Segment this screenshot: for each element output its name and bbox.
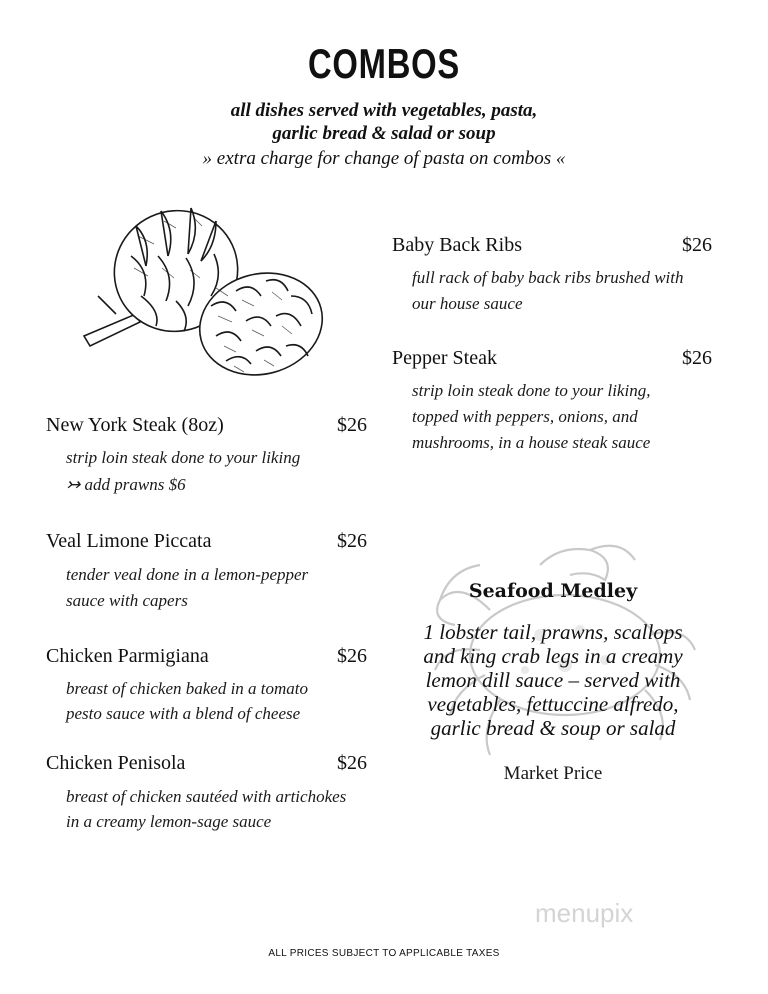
item-pepper-steak-desc-3: mushrooms, in a house steak sauce	[412, 433, 651, 452]
item-new-york-steak-name: New York Steak (8oz)	[46, 414, 224, 436]
item-chicken-penisola-desc-1: breast of chicken sautéed with artichokes	[66, 787, 347, 806]
seafood-medley-title: Seafood Medley	[468, 580, 638, 602]
item-veal-limone-desc-1: tender veal done in a lemon-pepper	[66, 565, 309, 584]
item-pepper-steak-desc-2: topped with peppers, onions, and	[412, 407, 638, 426]
seafood-medley-desc-2: and king crab legs in a creamy	[423, 644, 683, 668]
item-veal-limone-price: $26	[337, 530, 367, 552]
seafood-medley-desc-3: lemon dill sauce – served with	[425, 668, 681, 692]
item-new-york-steak-desc-2: ↣ add prawns $6	[66, 475, 186, 494]
item-chicken-penisola-desc-2: in a creamy lemon-sage sauce	[66, 812, 272, 831]
seafood-medley-desc-4: vegetables, fettuccine alfredo,	[427, 692, 679, 716]
item-chicken-parmigiana-name: Chicken Parmigiana	[46, 645, 209, 667]
watermark-logo: menupix	[535, 898, 634, 928]
seafood-medley-price: Market Price	[503, 763, 603, 784]
item-veal-limone-desc-2: sauce with capers	[66, 591, 188, 610]
item-chicken-parmigiana-desc-1: breast of chicken baked in a tomato	[66, 679, 309, 698]
item-pepper-steak-desc-1: strip loin steak done to your liking,	[412, 381, 651, 400]
item-chicken-penisola-price: $26	[337, 752, 367, 774]
seafood-medley-desc-5: garlic bread & soup or salad	[430, 716, 676, 740]
item-new-york-steak-price: $26	[337, 414, 367, 436]
pasta-note: » extra charge for change of pasta on combos «	[202, 148, 566, 169]
item-baby-back-ribs-name: Baby Back Ribs	[392, 234, 522, 256]
item-chicken-parmigiana-desc-2: pesto sauce with a blend of cheese	[66, 704, 301, 723]
item-new-york-steak-desc-1: strip loin steak done to your liking	[66, 448, 301, 467]
page-title: COMBOS	[307, 40, 461, 87]
item-baby-back-ribs-desc-1: full rack of baby back ribs brushed with	[412, 268, 684, 287]
seafood-medley-desc-1: 1 lobster tail, prawns, scallops	[423, 620, 683, 644]
item-chicken-parmigiana-price: $26	[337, 645, 367, 667]
artichoke-illustration	[76, 196, 326, 386]
subtitle-line-1: all dishes served with vegetables, pasta,	[230, 100, 538, 121]
item-baby-back-ribs-desc-2: our house sauce	[412, 294, 523, 313]
prices-footer-note: ALL PRICES SUBJECT TO APPLICABLE TAXES	[268, 948, 500, 959]
subtitle-line-2: garlic bread & salad or soup	[272, 123, 496, 144]
item-pepper-steak-name: Pepper Steak	[392, 347, 497, 369]
item-chicken-penisola-name: Chicken Penisola	[46, 752, 186, 774]
item-baby-back-ribs-price: $26	[682, 234, 712, 256]
item-veal-limone-name: Veal Limone Piccata	[46, 530, 212, 552]
item-pepper-steak-price: $26	[682, 347, 712, 369]
